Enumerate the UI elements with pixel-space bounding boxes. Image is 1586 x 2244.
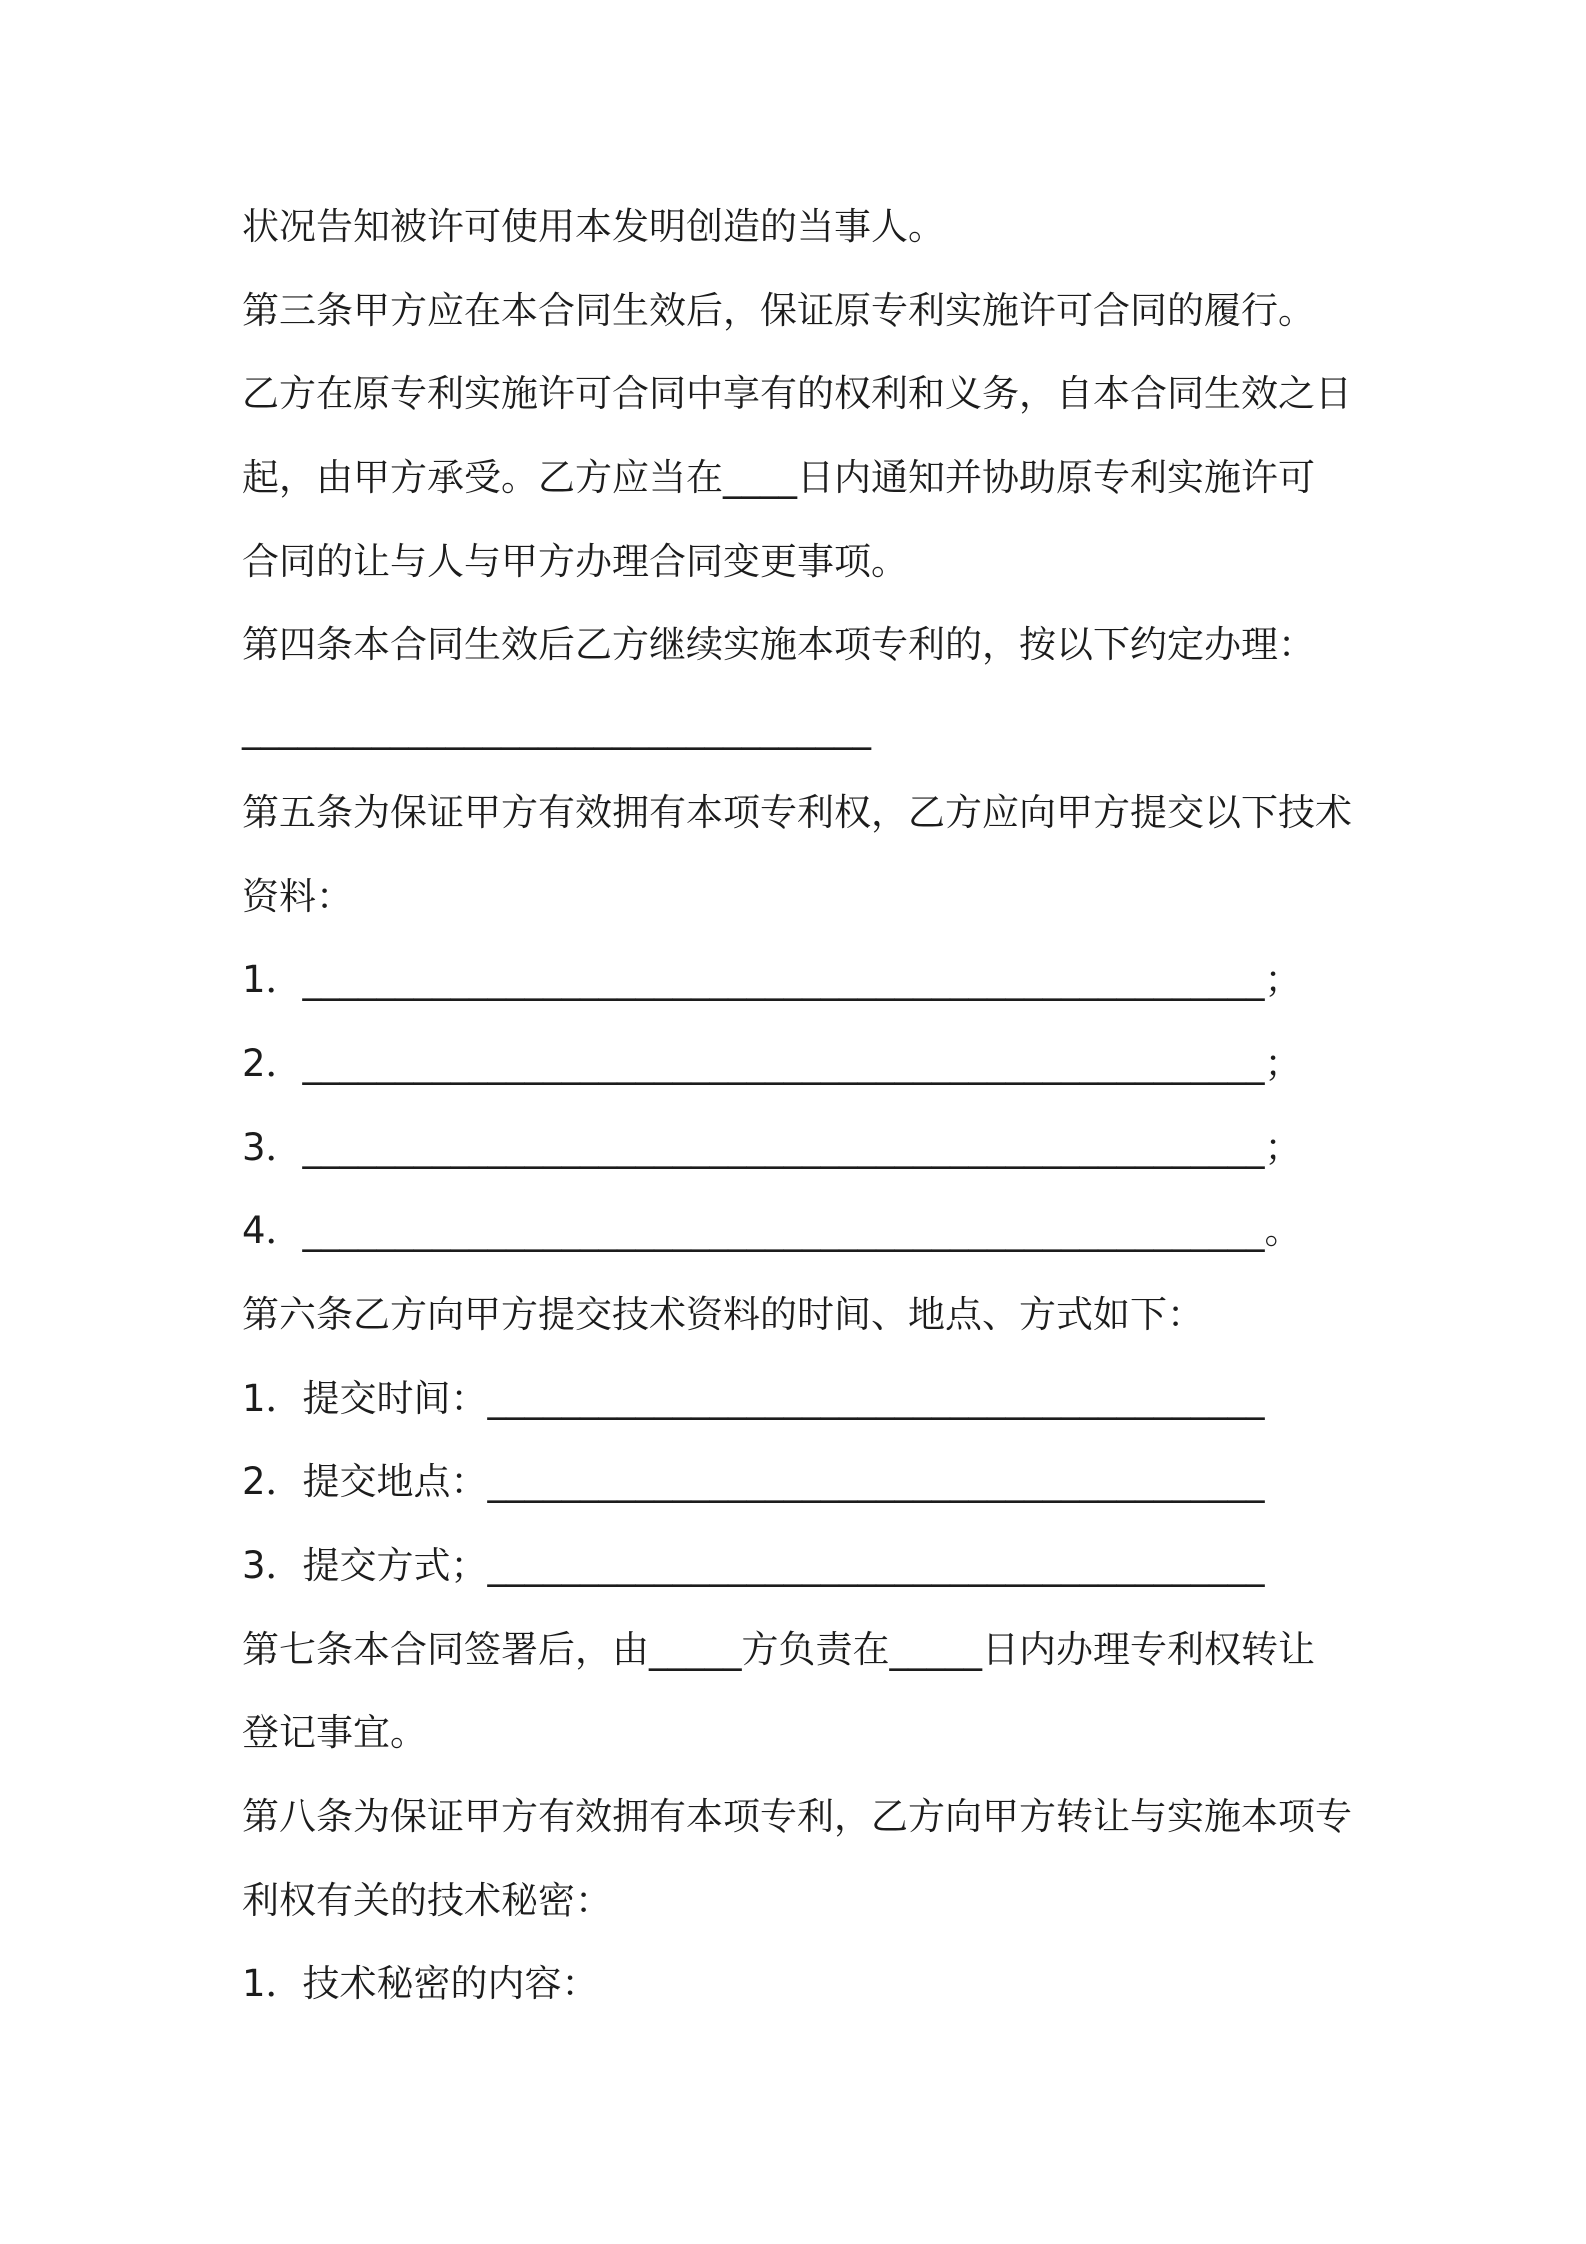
article-5-item-2: 2．____________________________________________________； [242, 1041, 1302, 1085]
article-5-item-4: 4．____________________________________________________。 [242, 1209, 1302, 1253]
article-6-submit-method: 3．提交方式；__________________________________________ [242, 1544, 1265, 1587]
article-5-item-1: 1．____________________________________________________； [242, 958, 1302, 1002]
article-5-line-1: 第五条为保证甲方有效拥有本项专利权，乙方应向甲方提交以下技术 [242, 790, 1352, 834]
article-7-line-1: 第七条本合同签署后，由_____方负责在_____日内办理专利权转让 [242, 1627, 1315, 1671]
article-2-continuation: 状况告知被许可使用本发明创造的当事人。 [242, 205, 945, 248]
article-6-submit-time: 1．提交时间：__________________________________________ [242, 1376, 1265, 1420]
article-6-line-1: 第六条乙方向甲方提交技术资料的时间、地点、方式如下： [242, 1292, 1204, 1336]
article-8-line-2: 利权有关的技术秘密： [242, 1878, 612, 1922]
article-5-line-2: 资料： [242, 874, 353, 918]
article-8-item-1: 1．技术秘密的内容： [242, 1962, 599, 2006]
article-4-line-1: 第四条本合同生效后乙方继续实施本项专利的，按以下约定办理： [242, 623, 1315, 667]
article-8-line-1: 第八条为保证甲方有效拥有本项专利，乙方向甲方转让与实施本项专 [242, 1795, 1352, 1839]
article-3-line-3: 起，由甲方承受。乙方应当在____日内通知并协助原专利实施许可 [242, 456, 1315, 500]
article-6-submit-place: 2．提交地点：__________________________________________ [242, 1460, 1265, 1504]
article-4-blank: __________________________________ [242, 707, 871, 751]
article-3-line-2: 乙方在原专利实施许可合同中享有的权利和义务，自本合同生效之日 [242, 372, 1352, 416]
article-3-line-1: 第三条甲方应在本合同生效后，保证原专利实施许可合同的履行。 [242, 288, 1315, 332]
article-5-item-3: 3．____________________________________________________； [242, 1125, 1302, 1169]
article-3-line-4: 合同的让与人与甲方办理合同变更事项。 [242, 539, 908, 583]
article-7-line-2: 登记事宜。 [242, 1711, 427, 1755]
